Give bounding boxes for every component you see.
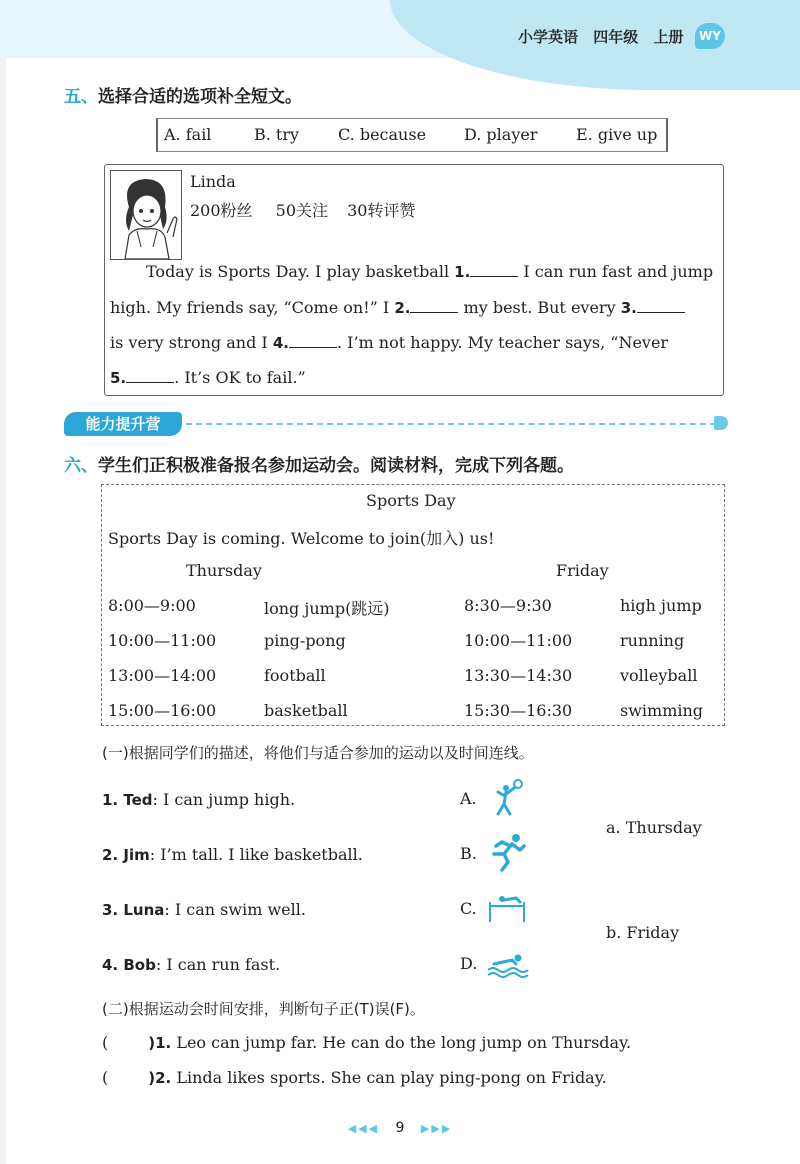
choice-d-label: D. bbox=[460, 954, 478, 973]
post-follows: 50关注 bbox=[275, 201, 329, 220]
option-d: D. player bbox=[464, 125, 538, 144]
schedule-event: high jump bbox=[620, 596, 702, 615]
blank-1[interactable] bbox=[470, 276, 518, 277]
student-statement: : I can run fast. bbox=[155, 955, 281, 974]
page-footer bbox=[0, 1120, 800, 1136]
passage-text: I can run fast and jump bbox=[518, 262, 714, 281]
passage-text: high. My friends say, “Come on!” I bbox=[110, 298, 395, 317]
item-number: )2. bbox=[148, 1069, 172, 1087]
schedule-event: football bbox=[264, 666, 326, 685]
pencil-icon bbox=[714, 416, 728, 430]
schedule-day-thursday: Thursday bbox=[186, 561, 262, 580]
edition-badge: WY bbox=[695, 23, 725, 49]
schedule-title: Sports Day bbox=[366, 491, 456, 510]
choice-b-label: B. bbox=[460, 844, 477, 863]
option-e: E. give up bbox=[576, 125, 658, 144]
schedule-event: volleyball bbox=[620, 666, 698, 685]
student-jim bbox=[102, 845, 363, 864]
day-option-a: a. Thursday bbox=[606, 818, 702, 837]
choice-a-label: A. bbox=[460, 789, 477, 808]
student-statement: : I can swim well. bbox=[164, 900, 306, 919]
item-text: Linda likes sports. She can play ping-pong on Friday. bbox=[171, 1068, 607, 1087]
student-statement: : I can jump high. bbox=[152, 790, 296, 809]
runner-icon bbox=[486, 832, 528, 872]
student-name: 1. Ted bbox=[102, 791, 153, 809]
passage-text: Today is Sports Day. I play basketball bbox=[146, 262, 455, 281]
section6-number: 六、 bbox=[64, 456, 98, 476]
blank-4[interactable] bbox=[289, 347, 337, 348]
page-edge bbox=[0, 0, 6, 1164]
section5-heading: 选择合适的选项补全短文。 bbox=[98, 87, 302, 107]
answer-paren-open: ( bbox=[102, 1068, 109, 1087]
choice-c-label: C. bbox=[460, 899, 477, 918]
student-name: 4. Bob bbox=[102, 956, 156, 974]
student-name: 2. Jim bbox=[102, 846, 150, 864]
schedule-intro: Sports Day is coming. Welcome to join(加入) us! bbox=[108, 529, 495, 548]
header-label bbox=[518, 26, 684, 47]
passage-text: my best. But every bbox=[458, 298, 621, 317]
option-b: B. try bbox=[254, 125, 300, 144]
ability-tag: 能力提升营 bbox=[64, 412, 182, 436]
passage-text: . It’s OK to fail.” bbox=[174, 368, 306, 387]
student-luna bbox=[102, 900, 306, 919]
item-number: )1. bbox=[148, 1034, 172, 1052]
schedule-time: 15:30—16:30 bbox=[464, 701, 573, 720]
blank-2[interactable] bbox=[410, 312, 458, 313]
avatar bbox=[110, 170, 182, 260]
section5-number: 五、 bbox=[64, 87, 98, 107]
schedule-time: 13:30—14:30 bbox=[464, 666, 573, 685]
passage-text: . I’m not happy. My teacher says, “Never bbox=[336, 333, 669, 352]
passage-line-4 bbox=[110, 368, 306, 387]
judge-item-1 bbox=[102, 1033, 631, 1052]
judge-item-2 bbox=[102, 1068, 607, 1087]
swimmer-icon bbox=[486, 952, 530, 978]
blank-number-1: 1. bbox=[454, 263, 471, 281]
schedule-time: 13:00—14:00 bbox=[108, 666, 217, 685]
answer-paren-open: ( bbox=[102, 1033, 109, 1052]
blank-3[interactable] bbox=[637, 312, 685, 313]
post-reposts: 30转评赞 bbox=[347, 201, 416, 220]
part1-title: (一)根据同学们的描述，将他们与适合参加的运动以及时间连线。 bbox=[102, 744, 534, 762]
passage-line-1 bbox=[146, 262, 713, 281]
day-option-b: b. Friday bbox=[606, 923, 680, 942]
header-volume: 上册 bbox=[653, 28, 684, 46]
post-stats bbox=[190, 198, 415, 221]
section5-title bbox=[64, 82, 302, 107]
option-a: A. fail bbox=[164, 125, 212, 144]
header-grade: 四年级 bbox=[593, 28, 639, 46]
passage-line-3 bbox=[110, 333, 668, 352]
blank-number-3: 3. bbox=[620, 299, 637, 317]
girl-avatar-icon bbox=[111, 171, 181, 259]
blank-number-5: 5. bbox=[110, 369, 127, 387]
section6-heading: 学生们正积极准备报名参加运动会。阅读材料，完成下列各题。 bbox=[98, 456, 574, 476]
header-subject: 小学英语 bbox=[518, 28, 579, 46]
blank-5[interactable] bbox=[126, 382, 174, 383]
blank-number-2: 2. bbox=[394, 299, 411, 317]
schedule-day-friday: Friday bbox=[556, 561, 609, 580]
left-arrows-icon: ◀◀◀ bbox=[347, 1122, 380, 1135]
blank-number-4: 4. bbox=[272, 334, 289, 352]
schedule-time: 8:00—9:00 bbox=[108, 596, 196, 615]
schedule-event: swimming bbox=[620, 701, 704, 720]
post-fans: 200粉丝 bbox=[190, 201, 253, 220]
passage-line-2 bbox=[110, 298, 685, 317]
high-jump-icon bbox=[486, 894, 528, 924]
schedule-time: 8:30—9:30 bbox=[464, 596, 552, 615]
schedule-time: 15:00—16:00 bbox=[108, 701, 217, 720]
item-text: Leo can jump far. He can do the long jump on Thursday. bbox=[171, 1033, 632, 1052]
schedule-event: running bbox=[620, 631, 685, 650]
schedule-event: long jump(跳远) bbox=[264, 599, 390, 618]
passage-text: is very strong and I bbox=[110, 333, 273, 352]
schedule-event: ping-pong bbox=[264, 631, 346, 650]
student-ted bbox=[102, 790, 295, 809]
part2-title: (二)根据运动会时间安排，判断句子正(T)误(F)。 bbox=[102, 1000, 425, 1018]
schedule-time: 10:00—11:00 bbox=[108, 631, 217, 650]
schedule-event: basketball bbox=[264, 701, 348, 720]
schedule-time: 10:00—11:00 bbox=[464, 631, 573, 650]
options-box bbox=[156, 118, 668, 152]
right-arrows-icon: ▶▶▶ bbox=[420, 1122, 453, 1135]
student-name: 3. Luna bbox=[102, 901, 165, 919]
volleyball-player-icon bbox=[488, 778, 528, 818]
section6-title bbox=[64, 451, 574, 476]
post-username: Linda bbox=[190, 172, 236, 191]
student-bob bbox=[102, 955, 280, 974]
option-c: C. because bbox=[338, 125, 427, 144]
dashed-divider bbox=[186, 423, 716, 425]
page-number: 9 bbox=[395, 1120, 405, 1136]
student-statement: : I’m tall. I like basketball. bbox=[149, 845, 363, 864]
